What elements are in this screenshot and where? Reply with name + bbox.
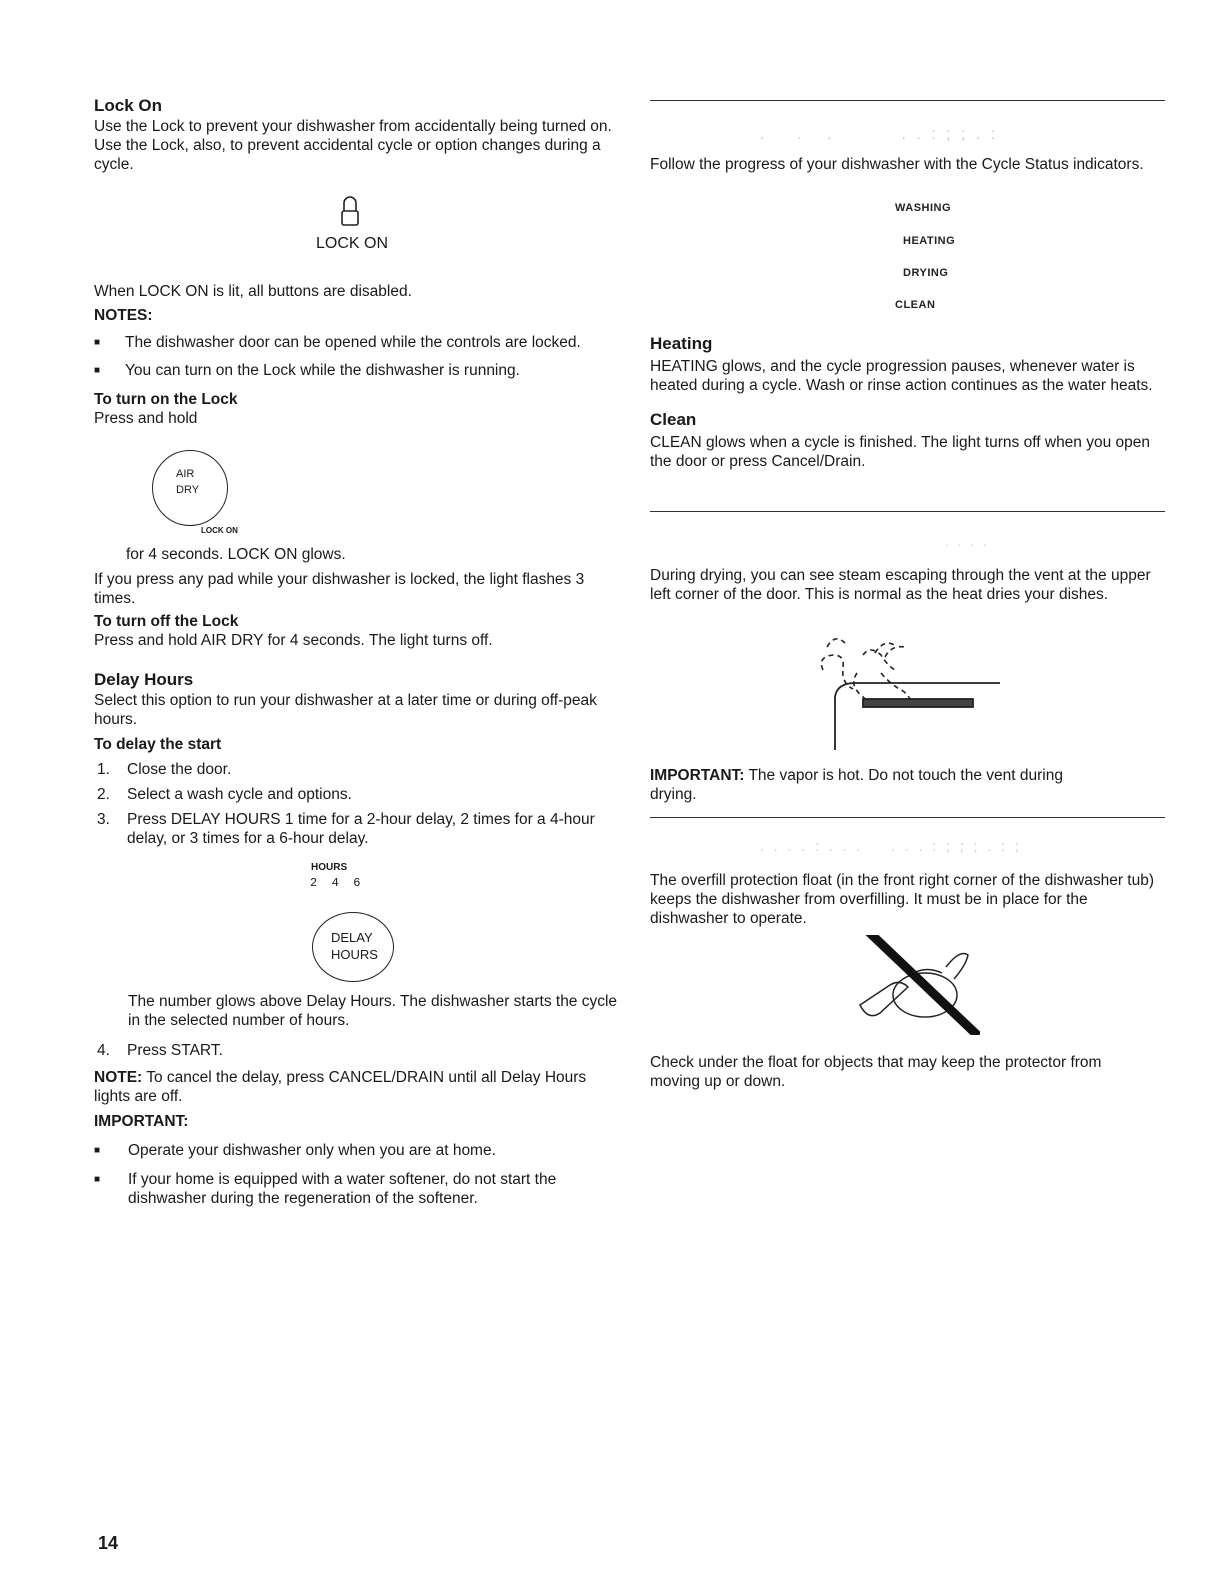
step-text: Press DELAY HOURS 1 time for a 2-hour delay, 2 times for a 4-hour delay, or 3 times for a 6-hour delay. [127,811,595,847]
note-item: ■ The dishwasher door can be opened while the controls are locked. [94,333,595,352]
delay-hours-button [312,912,394,982]
lock-on-heading: Lock On [94,96,163,115]
air-dry-button [152,450,228,526]
status-clean: CLEAN [895,299,936,311]
status-drying: DRYING [903,267,949,279]
air-dry-line1: AIR [176,468,195,480]
float-no-symbol-illustration [850,935,980,1035]
turn-off-lock-text: Press and hold AIR DRY for 4 seconds. The light turns off. [94,632,493,649]
step-text: Select a wash cycle and options. [127,786,352,803]
float-section [650,871,1170,928]
steam-vent-illustration [815,625,1005,750]
delay-line2: HOURS [331,947,378,962]
float-text: The overfill protection float (in the front right corner of the dishwasher tub) keeps the dishwasher from overfilling. It must be in place for the dishwasher to operate. [650,872,1154,927]
faded-heading-artifact: . . . . [945,535,990,549]
status-washing: WASHING [895,202,952,214]
turn-off-lock-heading: To turn off the Lock [94,613,239,630]
right-column [650,155,1170,174]
important-item: ■ Operate your dishwasher only when you are at home. [94,1141,619,1160]
section-rule [650,511,1165,512]
delay-important-heading: IMPORTANT: [94,1113,189,1130]
turn-on-lock-text: Press and hold [94,410,198,427]
delay-glow-text: The number glows above Delay Hours. The dishwasher starts the cycle in the selected number of hours. [128,993,618,1029]
air-dry-button-figure [94,428,619,540]
notes-heading: NOTES: [94,307,153,324]
delay-hours-button-figure [94,850,619,980]
heating-heading: Heating [650,334,713,353]
step-item [94,785,619,804]
step-number: 4. [97,1042,110,1059]
delay-line1: DELAY [331,930,373,945]
clean-heading: Clean [650,410,697,429]
lock-on-icon-label: LOCK ON [316,235,389,252]
delay-hours-intro: Select this option to run your dishwasher at a later time or during off-peak hours. [94,692,597,728]
lock-icon [340,195,360,227]
step-text: Press START. [127,1042,223,1059]
note-text: To cancel the delay, press CANCEL/DRAIN until all Delay Hours lights are off. [94,1069,587,1105]
vent-text: During drying, you can see steam escaping through the vent at the upper left corner of the door. This is normal as the heat dries your dishes. [650,567,1151,603]
page-number: 14 [98,1533,119,1553]
status-heating: HEATING [903,235,956,247]
step-item [94,810,612,848]
step-number: 2. [97,786,110,803]
step-text: Close the door. [127,761,232,778]
float-check [650,1053,1170,1091]
delay-start-heading: To delay the start [94,736,222,753]
section-rule [650,817,1165,818]
lock-on-sublabel: LOCK ON [201,526,238,535]
lock-lit-text: When LOCK ON is lit, all buttons are disabled. [94,283,412,300]
note-item: ■ You can turn on the Lock while the dishwasher is running. [94,361,619,380]
float-check-text: Check under the float for objects that may keep the protector from moving up or down. [650,1054,1102,1090]
section-rule [650,100,1165,101]
important-item: ■ If your home is equipped with a water softener, do not start the dishwasher during the regeneration of the softener. [94,1170,603,1208]
lock-on-intro: Use the Lock to prevent your dishwasher from accidentally being turned on. Use the Lock, also, to prevent accidental cycle or option changes during a cycle. [94,118,612,173]
hours-values: 2 4 6 [310,876,361,890]
cycle-status-intro: Follow the progress of your dishwasher with the Cycle Status indicators. [650,156,1144,173]
turn-on-lock-heading: To turn on the Lock [94,391,238,408]
lock-icon-figure [94,187,619,282]
step-item [94,1041,619,1060]
delay-cancel-note [94,1068,614,1106]
air-dry-line2: DRY [176,484,200,496]
step-item [94,760,619,779]
important-label: IMPORTANT: [650,767,745,784]
note-label: NOTE: [94,1069,143,1086]
heating-text: HEATING glows, and the cycle progression pauses, whenever water is heated during a cycle. Wash or rinse action continues as the water heats. [650,358,1153,394]
vent-important [650,766,1170,804]
locked-press-text: If you press any pad while your dishwasher is locked, the light flashes 3 times. [94,571,585,607]
step-number: 3. [97,811,110,828]
hold-text: for 4 seconds. LOCK ON glows. [126,546,346,563]
vent-section [650,566,1170,604]
step-number: 1. [97,761,110,778]
faded-heading-artifact: . . . . . : ; ; . : [760,126,999,143]
clean-text: CLEAN glows when a cycle is finished. The light turns off when you open the door or press Cancel/Drain. [650,434,1151,470]
delay-hours-heading: Delay Hours [94,670,194,689]
left-column [94,96,619,1208]
vent-important-text [650,766,1090,804]
heating-clean-section [650,334,1170,471]
important-text: The vapor is hot. Do not touch the vent during drying. [650,767,1063,803]
hours-label: HOURS [311,862,348,873]
faded-heading-artifact: . . . . : . . . . . . : ; ; ; . : ; [760,838,1022,854]
